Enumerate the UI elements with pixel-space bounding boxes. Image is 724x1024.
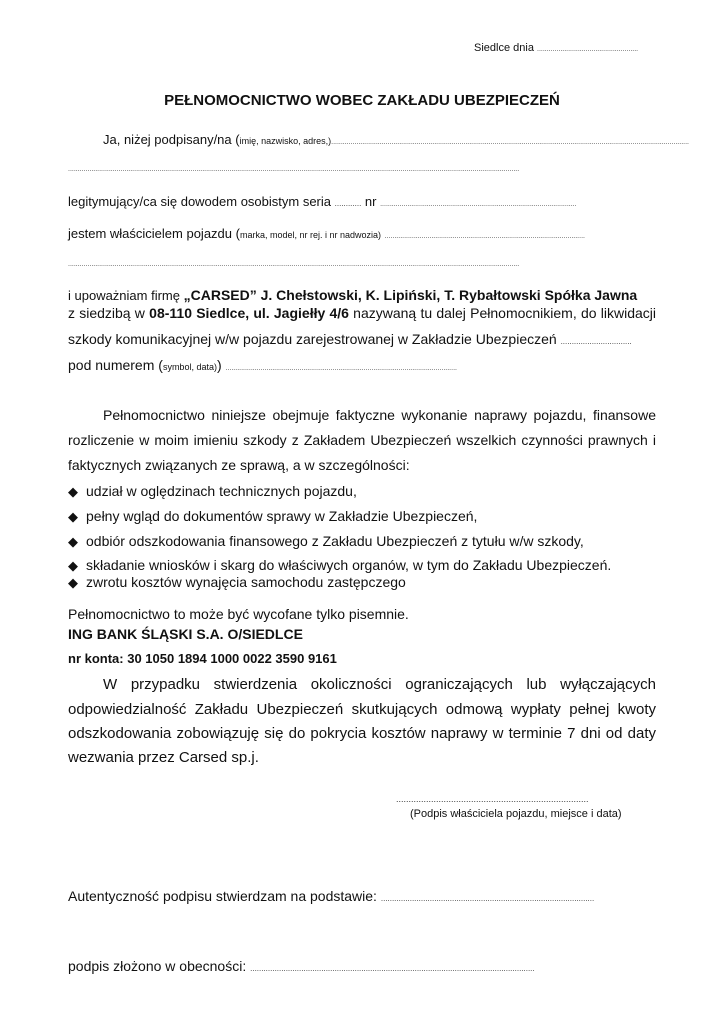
claim-number-hint: symbol, data) [162, 362, 217, 372]
bullet-item: udział w oględzinach technicznych pojazdu, [86, 483, 357, 499]
place-date-label: Siedlce dnia [474, 42, 534, 54]
authenticity-field[interactable]: ................................................................................................ [380, 894, 595, 903]
id-number-field[interactable]: ..................................................................................................... [380, 201, 577, 208]
signature-caption: (Podpis właściciela pojazdu, miejsce i data) [410, 808, 622, 820]
id-number-label: nr [364, 194, 377, 209]
seat-suffix: nazywaną tu dalej Pełnomocnikiem, do likwidacji [348, 305, 656, 321]
authenticity-row [68, 889, 594, 903]
vehicle-label: jestem właścicielem pojazdu ( [68, 226, 240, 241]
place-date-field[interactable]: .................................................... [537, 46, 639, 53]
liability-line-2: odpowiedzialność Zakładu Ubezpieczeń skutkujących odmową wypłaty pełnej kwoty [68, 701, 656, 718]
bullet-item: zwrotu kosztów wynajęcia samochodu zastępczego [86, 574, 406, 590]
liability-line-1: W przypadku stwierdzenia okoliczności ograniczających lub wyłączających [103, 676, 656, 693]
document-title: PEŁNOMOCNICTWO WOBEC ZAKŁADU UBEZPIECZEŃ [164, 92, 560, 109]
bank-name: ING BANK ŚLĄSKI S.A. O/SIEDLCE [68, 626, 303, 642]
vehicle-hint: marka, model, nr rej. i nr nadwozia) [239, 230, 382, 240]
claim-number-close: ) [216, 357, 222, 373]
authorization-line-3 [68, 332, 632, 346]
bullet-icon: ◆ [68, 509, 78, 524]
authorization-prefix: i upoważniam firmę [68, 288, 184, 303]
bullet-item: składanie wniosków i skarg do właściwych organów, w tym do Zakładu Ubezpieczeń. [86, 557, 612, 573]
id-row [68, 195, 577, 208]
presence-label: podpis złożono w obecności: [68, 958, 247, 974]
bullet-icon: ◆ [68, 558, 78, 573]
revocation-note: Pełnomocnictwo to może być wycofane tylko pisemnie. [68, 606, 409, 622]
company-name: „CARSED” J. Chełstowski, K. Lipiński, T. Rybałtowski Spółka Jawna [183, 287, 638, 303]
undersigned-row [103, 133, 689, 146]
bullet-item: pełny wgląd do dokumentów sprawy w Zakładzie Ubezpieczeń, [86, 508, 478, 524]
liability-line-4: wezwania przez Carsed sp.j. [68, 749, 259, 766]
undersigned-label: Ja, niżej podpisany/na ( [103, 132, 240, 147]
bullet-icon: ◆ [68, 575, 78, 590]
authorization-line-1 [68, 288, 637, 304]
liability-line-3: odszkodowania zobowiązuję się do pokrycia kosztów naprawy w terminie 7 dni od daty [68, 725, 656, 742]
presence-field[interactable]: ................................................................................................................................ [250, 964, 535, 973]
company-address: 08-110 Siedlce, ul. Jagiełły 4/6 [149, 305, 349, 321]
authenticity-label: Autentyczność podpisu stwierdzam na podstawie: [68, 888, 377, 904]
vehicle-field[interactable]: ....................................................................................................... [384, 233, 585, 240]
vehicle-row [68, 227, 585, 240]
bullet-icon: ◆ [68, 534, 78, 549]
claim-number-label: pod numerem ( [68, 357, 163, 373]
id-label: legitymujący/ca się dowodem osobistym seria [68, 194, 331, 209]
authorization-line-4 [68, 358, 457, 372]
claim-text: szkody komunikacyjnej w/w pojazdu zarejestrowanej w Zakładzie Ubezpieczeń [68, 331, 557, 347]
presence-row [68, 959, 535, 973]
signature-field[interactable]: ............................................................................. [396, 794, 589, 804]
bullet-item: odbiór odszkodowania finansowego z Zakładu Ubezpieczeń z tytułu w/w szkody, [86, 533, 584, 549]
undersigned-hint: imię, nazwisko, adres,) [239, 136, 332, 146]
continuation-line-1[interactable]: ........................................................................................................................................................................................................................................ [68, 166, 520, 173]
bank-account: nr konta: 30 1050 1894 1000 0022 3590 9161 [68, 651, 337, 666]
insurer-field[interactable]: ................................ [560, 337, 632, 346]
place-date [474, 43, 638, 54]
continuation-line-2[interactable]: ........................................................................................................................................................................................................................................ [68, 261, 520, 268]
scope-line-1: Pełnomocnictwo niniejsze obejmuje faktyczne wykonanie naprawy pojazdu, finansowe [103, 407, 656, 423]
bullet-icon: ◆ [68, 484, 78, 499]
id-series-field[interactable]: ............ [334, 199, 362, 208]
undersigned-field[interactable]: ........................................................................................................................................................................................ [331, 139, 689, 146]
scope-line-3: faktycznych związanych ze sprawą, a w szczególności: [68, 457, 410, 473]
claim-number-field[interactable]: ....................................................................................................................... [225, 365, 457, 372]
scope-line-2: rozliczenie w moim imieniu szkody z Zakładem Ubezpieczeń wszelkich czynności prawnych i [68, 432, 656, 448]
authorization-line-2 [68, 306, 656, 320]
seat-prefix: z siedzibą w [68, 305, 150, 321]
